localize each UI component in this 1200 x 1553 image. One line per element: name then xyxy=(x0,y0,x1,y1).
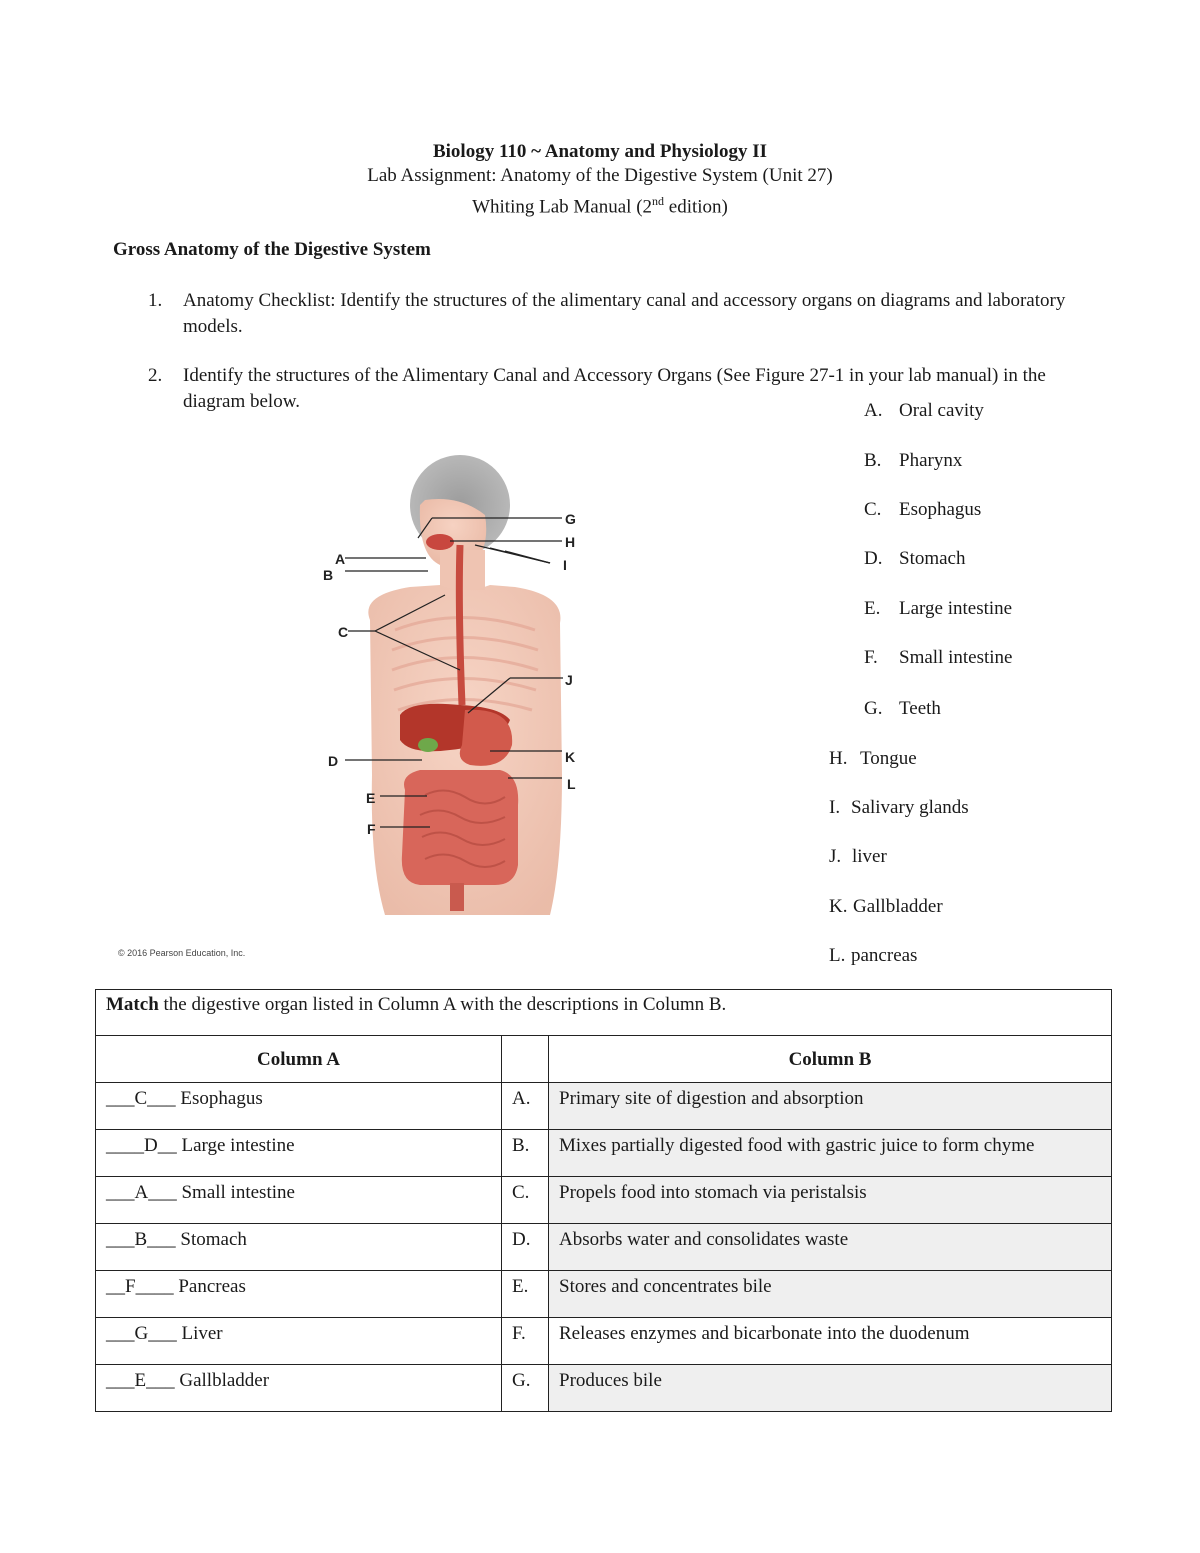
letter-column-header xyxy=(502,1036,549,1083)
letter-cell: B. xyxy=(502,1130,549,1177)
diagram-label-d: D xyxy=(328,753,339,769)
diagram-label-k: K xyxy=(565,749,576,765)
manual-post: edition) xyxy=(664,196,728,218)
answer-cell[interactable]: ___G___ Liver xyxy=(96,1318,502,1365)
key-item-b: B. Pharynx xyxy=(864,450,963,471)
item-number: 2. xyxy=(148,365,163,386)
oral-cavity-shape xyxy=(426,534,454,550)
esophagus-shape xyxy=(459,545,462,705)
key-item-k: K. Gallbladder xyxy=(829,896,943,917)
answer-cell[interactable]: __F____ Pancreas xyxy=(96,1271,502,1318)
item-text: Anatomy Checklist: Identify the structures of the alimentary canal and accessory organs on diagrams and laboratory models. xyxy=(183,290,1066,337)
description-cell: Produces bile xyxy=(549,1365,1112,1412)
letter-cell: D. xyxy=(502,1224,549,1271)
item-number: 1. xyxy=(148,290,163,311)
diagram-label-f: F xyxy=(367,821,376,837)
matching-table xyxy=(95,989,1112,1412)
description-cell: Absorbs water and consolidates waste xyxy=(549,1224,1112,1271)
column-b-header: Column B xyxy=(549,1036,1112,1083)
key-item-h: H. Tongue xyxy=(829,748,917,769)
digestive-system-diagram xyxy=(300,445,630,935)
description-cell: Primary site of digestion and absorption xyxy=(549,1083,1112,1130)
key-item-j: J. liver xyxy=(829,846,887,867)
diagram-label-e: E xyxy=(366,790,376,806)
answer-cell[interactable]: ___A___ Small intestine xyxy=(96,1177,502,1224)
key-item-d: D. Stomach xyxy=(864,548,966,569)
column-a-header: Column A xyxy=(96,1036,502,1083)
table-row xyxy=(96,1271,1112,1318)
checklist-item-1 xyxy=(148,288,1078,342)
diagram-label-a: A xyxy=(335,551,346,567)
manual-title xyxy=(0,189,1200,219)
manual-sup: nd xyxy=(652,194,665,208)
table-row xyxy=(96,1224,1112,1271)
key-item-a: A. Oral cavity xyxy=(864,400,984,421)
key-item-c: C. Esophagus xyxy=(864,499,982,520)
diagram-label-b: B xyxy=(323,567,334,583)
letter-cell: G. xyxy=(502,1365,549,1412)
match-keyword: Match xyxy=(106,994,159,1015)
letter-cell: C. xyxy=(502,1177,549,1224)
manual-pre: Whiting Lab Manual (2 xyxy=(472,196,653,218)
description-cell: Propels food into stomach via peristalsis xyxy=(549,1177,1112,1224)
column-header-row xyxy=(96,1036,1112,1083)
description-cell: Mixes partially digested food with gastric juice to form chyme xyxy=(549,1130,1112,1177)
diagram-label-c: C xyxy=(338,624,349,640)
key-item-l: L. pancreas xyxy=(829,945,918,966)
item-text: Identify the structures of the Alimentary Canal and Accessory Organs (See Figure 27-1 in your lab manual) in the diagram below. xyxy=(183,365,1046,412)
table-row xyxy=(96,1130,1112,1177)
key-item-i: I. Salivary glands xyxy=(829,797,969,818)
answer-cell[interactable]: ____D__ Large intestine xyxy=(96,1130,502,1177)
key-item-e: E. Large intestine xyxy=(864,598,1013,619)
table-row xyxy=(96,1365,1112,1412)
description-cell: Releases enzymes and bicarbonate into the duodenum xyxy=(549,1318,1112,1365)
gallbladder-shape xyxy=(418,738,438,752)
diagram-label-j: J xyxy=(565,672,573,688)
matching-instructions xyxy=(96,990,1112,1036)
letter-cell: A. xyxy=(502,1083,549,1130)
diagram-label-h: H xyxy=(565,534,576,550)
description-cell: Stores and concentrates bile xyxy=(549,1271,1112,1318)
diagram-label-g: G xyxy=(565,511,576,527)
copyright-note: © 2016 Pearson Education, Inc. xyxy=(118,948,246,958)
matching-instructions-row xyxy=(96,990,1112,1036)
key-item-f: F. Small intestine xyxy=(864,647,1013,668)
letter-cell: E. xyxy=(502,1271,549,1318)
key-item-g: G. Teeth xyxy=(864,698,941,719)
table-row xyxy=(96,1318,1112,1365)
table-row xyxy=(96,1177,1112,1224)
answer-cell[interactable]: ___B___ Stomach xyxy=(96,1224,502,1271)
section-title: Gross Anatomy of the Digestive System xyxy=(113,239,431,260)
assignment-title: Lab Assignment: Anatomy of the Digestive System (Unit 27) xyxy=(367,165,833,186)
answer-cell[interactable]: ___E___ Gallbladder xyxy=(96,1365,502,1412)
diagram-label-l: L xyxy=(567,776,576,792)
match-instructions-text: the digestive organ listed in Column A with the descriptions in Column B. xyxy=(158,994,727,1015)
course-title: Biology 110 ~ Anatomy and Physiology II xyxy=(432,141,767,162)
letter-cell: F. xyxy=(502,1318,549,1365)
table-row xyxy=(96,1083,1112,1130)
answer-cell[interactable]: ___C___ Esophagus xyxy=(96,1083,502,1130)
diagram-label-i: I xyxy=(563,557,567,573)
